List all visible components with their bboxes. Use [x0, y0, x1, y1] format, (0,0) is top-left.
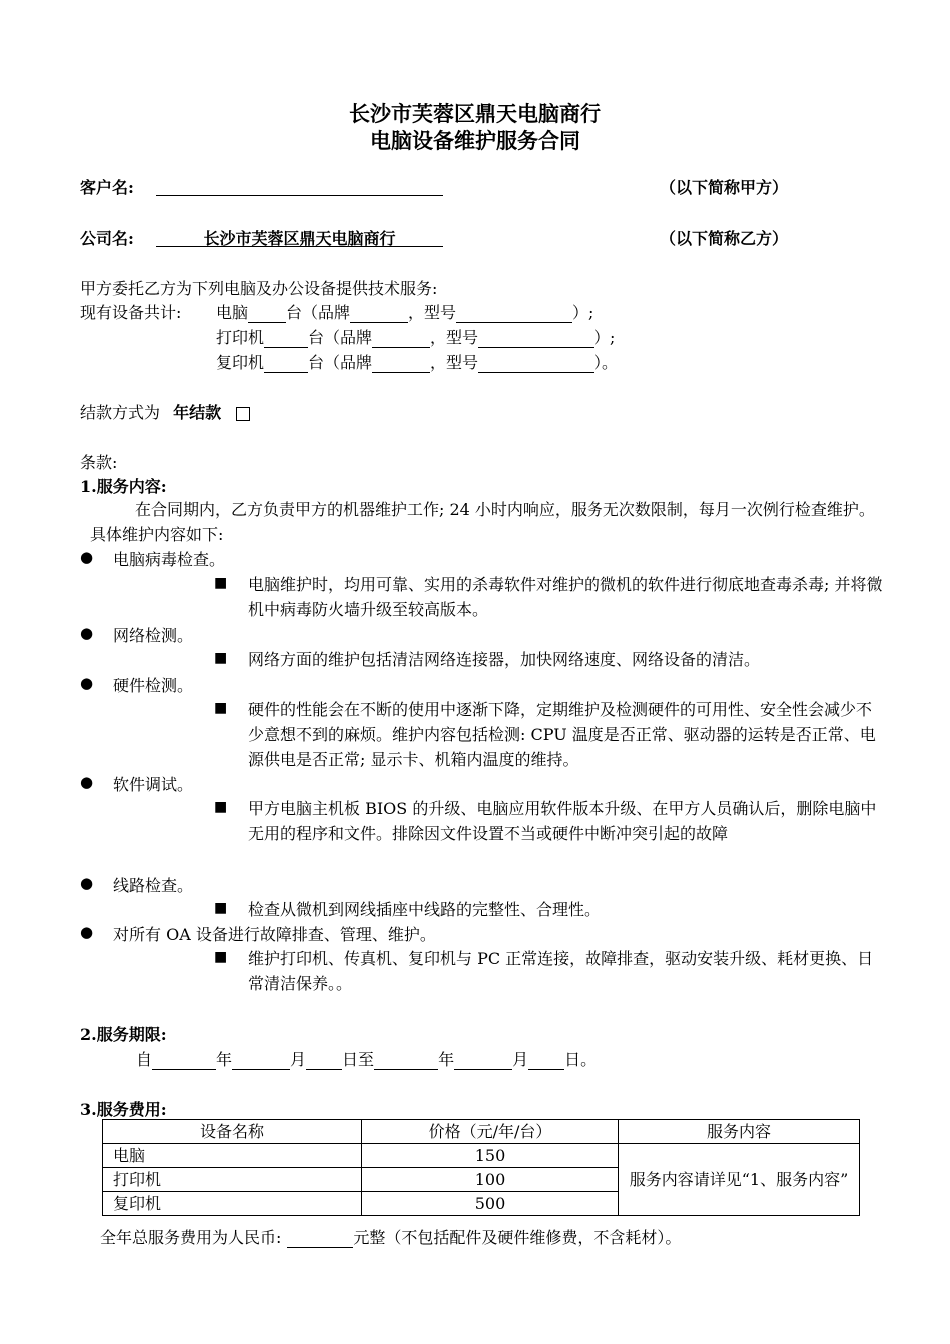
table-header-cell: 设备名称 — [103, 1120, 362, 1144]
company-name-field — [156, 226, 443, 247]
equipment-row-copier: 复印机 台（品牌 ，型号 ）。 — [216, 353, 619, 372]
item-detail: 维护打印机、传真机、复印机与 PC 正常连接，故障排查，驱动安装升级、耗材更换、日常清洁保养。。 — [248, 949, 874, 993]
item-detail: 检查从微机到网线插座中线路的完整性、合理性。 — [248, 900, 601, 919]
bullet-icon: ● — [80, 874, 94, 892]
terms-heading: 条款: — [80, 453, 118, 472]
item-title: 网络检测。 — [113, 626, 194, 645]
table-cell-price: 500 — [362, 1192, 619, 1216]
item-detail: 网络方面的维护包括清洁网络连接器，加快网络速度、网络设备的清洁。 — [248, 650, 761, 669]
square-bullet-icon: ■ — [214, 650, 228, 666]
bullet-icon: ● — [80, 773, 94, 791]
contract-title-line2: 电脑设备维护服务合同 — [370, 128, 580, 153]
equipment-row-computer: 电脑 台（品牌 ，型号 ）; — [216, 303, 594, 322]
table-header-cell: 服务内容 — [619, 1120, 860, 1144]
table-cell-name: 打印机 — [103, 1168, 362, 1192]
section3-title: 3.服务费用: — [80, 1100, 167, 1119]
equipment-row-printer: 打印机 台（品牌 ，型号 ）; — [216, 328, 616, 347]
company-note: （以下简称乙方） — [660, 229, 789, 248]
table-cell-name: 复印机 — [103, 1192, 362, 1216]
total-fee-line: 全年总服务费用为人民币: 元整（不包括配件及硬件维修费，不含耗材）。 — [100, 1228, 682, 1247]
table-header-cell: 价格（元/年/台） — [362, 1120, 619, 1144]
square-bullet-icon: ■ — [214, 949, 228, 965]
bullet-icon: ● — [80, 624, 94, 642]
payment-checkbox[interactable] — [236, 407, 250, 421]
item-detail: 电脑维护时，均用可靠、实用的杀毒软件对维护的微机的软件进行彻底地查毒杀毒; 并将微机中病毒防火墙升级至较高版本。 — [248, 575, 883, 619]
item-title: 对所有 OA 设备进行故障排查、管理、维护。 — [113, 925, 436, 944]
table-row — [103, 1144, 860, 1168]
company-label: 公司名: — [80, 229, 134, 248]
item-title: 软件调试。 — [113, 775, 194, 794]
table-header-row — [103, 1120, 860, 1144]
payment-line — [80, 400, 250, 423]
item-title: 电脑病毒检查。 — [113, 550, 226, 569]
section2-title: 2.服务期限: — [80, 1025, 167, 1044]
table-cell-service-note: 服务内容请详见“1、服务内容” — [619, 1144, 860, 1216]
contract-title-line1: 长沙市芙蓉区鼎天电脑商行 — [349, 101, 601, 126]
service-fee-table — [102, 1119, 860, 1216]
section1-intro: 在合同期内，乙方负责甲方的机器维护工作; 24 小时内响应，服务无次数限制，每月一次例行检查维护。具体维护内容如下: — [90, 500, 875, 544]
client-name-field — [156, 175, 443, 196]
section1-title: 1.服务内容: — [80, 477, 167, 496]
item-detail: 甲方电脑主机板 BIOS 的升级、电脑应用软件版本升级、在甲方人员确认后，删除电脑中无用的程序和文件。排除因文件设置不当或硬件中断冲突引起的故障 — [248, 799, 877, 843]
table-cell-name: 电脑 — [103, 1144, 362, 1168]
table-cell-price: 150 — [362, 1144, 619, 1168]
square-bullet-icon: ■ — [214, 900, 228, 916]
square-bullet-icon: ■ — [214, 575, 228, 591]
service-period-line: 自 年 月 日至 年 月 日。 — [136, 1050, 597, 1069]
item-title: 线路检查。 — [113, 876, 194, 895]
company-name-value: 长沙市芙蓉区鼎天电脑商行 — [203, 229, 396, 248]
client-note: （以下简称甲方） — [660, 178, 789, 197]
square-bullet-icon: ■ — [214, 799, 228, 815]
bullet-icon: ● — [80, 548, 94, 566]
item-title: 硬件检测。 — [113, 676, 194, 695]
client-label: 客户名: — [80, 178, 134, 197]
square-bullet-icon: ■ — [214, 700, 228, 716]
payment-value: 年结款 — [173, 403, 222, 422]
bullet-icon: ● — [80, 923, 94, 941]
intro-line: 甲方委托乙方为下列电脑及办公设备提供技术服务: — [80, 279, 438, 298]
equipment-label: 现有设备共计: — [80, 303, 182, 322]
table-cell-price: 100 — [362, 1168, 619, 1192]
payment-label: 结款方式为 — [80, 403, 161, 422]
item-detail: 硬件的性能会在不断的使用中逐渐下降，定期维护及检测硬件的可用性、安全性会减少不少意想不到的麻烦。维护内容包括检测: CPU 温度是否正常、驱动器的运转是否正常、电源供电是否正常; 显示卡、机箱内温度的维持。 — [248, 700, 876, 769]
bullet-icon: ● — [80, 674, 94, 692]
